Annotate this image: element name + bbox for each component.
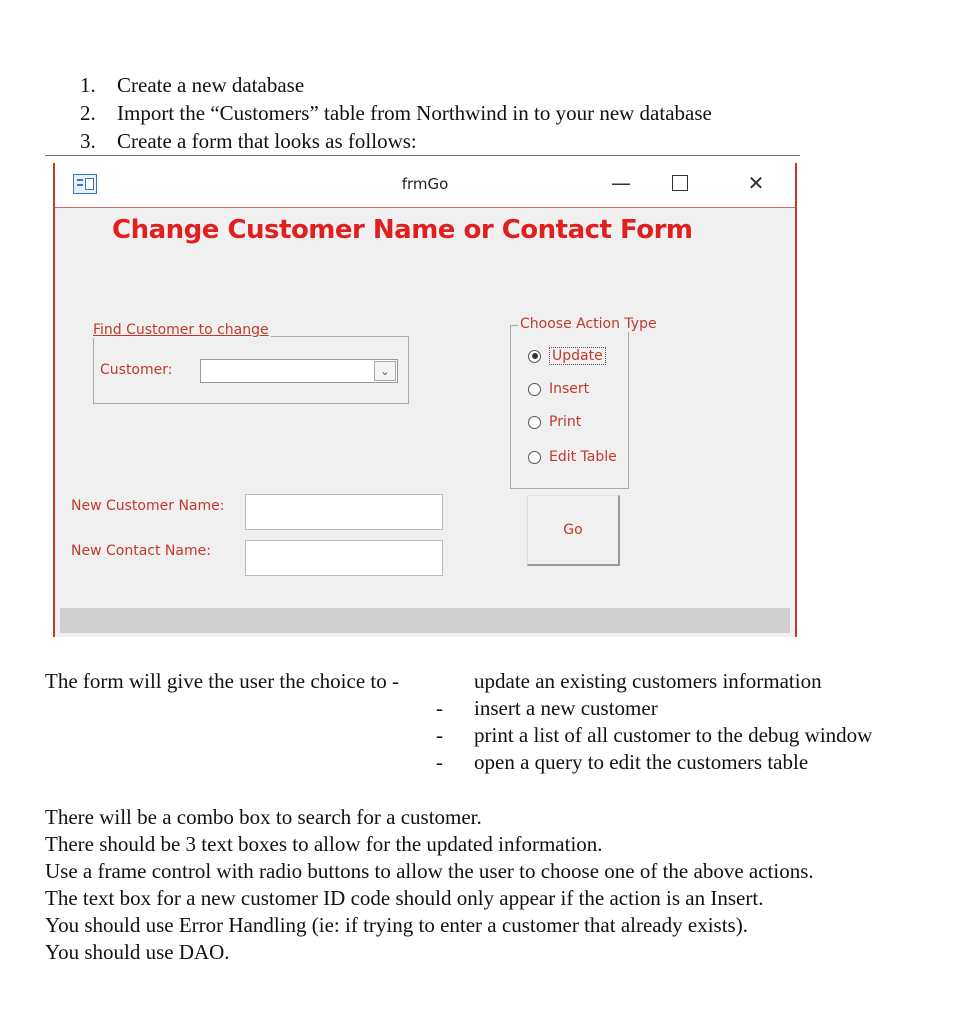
step-item (80, 72, 712, 100)
maximize-icon[interactable] (672, 175, 688, 191)
step-text: Create a new database (117, 73, 305, 97)
list-dash: - (436, 750, 443, 774)
radio-unselected-icon[interactable] (528, 416, 541, 429)
list-dash: - (436, 696, 443, 720)
list-text: update an existing customers information (474, 669, 822, 693)
list-item (436, 695, 872, 722)
find-customer-caption: Find Customer to change (93, 322, 269, 338)
step-item (80, 100, 712, 128)
list-item (436, 668, 872, 695)
step-item (80, 128, 712, 156)
requirement-line: You should use DAO. (45, 940, 230, 964)
step-text: Import the “Customers” table from Northwind in to your new database (117, 101, 712, 125)
new-contact-label: New Contact Name: (71, 543, 211, 559)
step-number: 2. (80, 101, 96, 125)
new-customer-label: New Customer Name: (71, 498, 225, 514)
divider (45, 155, 800, 156)
requirement-line: You should use Error Handling (ie: if trying to enter a customer that already exists). (45, 913, 748, 937)
new-contact-input[interactable] (245, 540, 443, 576)
close-icon[interactable]: ✕ (747, 171, 765, 195)
radio-label: Update (549, 347, 606, 365)
radio-update[interactable] (528, 347, 606, 365)
step-number: 3. (80, 129, 96, 153)
list-text: open a query to edit the customers table (474, 750, 809, 774)
step-text: Create a form that looks as follows: (117, 129, 417, 153)
requirement-line: Use a frame control with radio buttons to allow the user to choose one of the above actions. (45, 859, 814, 883)
new-customer-input[interactable] (245, 494, 443, 530)
instruction-steps (80, 72, 712, 156)
status-bar (60, 608, 790, 633)
radio-label: Insert (549, 381, 590, 397)
requirements-list (45, 804, 814, 966)
radio-label: Edit Table (549, 449, 617, 465)
customer-label: Customer: (100, 362, 173, 378)
list-text: insert a new customer (474, 696, 658, 720)
radio-selected-icon[interactable] (528, 350, 541, 363)
action-type-caption: Choose Action Type (520, 316, 657, 332)
requirement-line: The text box for a new customer ID code should only appear if the action is an Insert. (45, 886, 764, 910)
radio-unselected-icon[interactable] (528, 383, 541, 396)
window-title: frmGo (401, 175, 449, 193)
radio-edit-table[interactable] (528, 449, 617, 465)
chevron-down-icon[interactable]: ⌄ (374, 361, 396, 381)
go-button[interactable]: Go (527, 495, 620, 566)
list-dash (436, 668, 474, 695)
radio-insert[interactable] (528, 381, 589, 397)
minimize-icon[interactable]: — (611, 171, 631, 195)
list-text: print a list of all customer to the debug window (474, 723, 873, 747)
list-item (436, 749, 872, 776)
list-item (436, 722, 872, 749)
customer-combo-box[interactable] (200, 359, 398, 383)
choice-list (436, 668, 872, 776)
radio-label: Print (549, 414, 582, 430)
form-heading: Change Customer Name or Contact Form (112, 215, 693, 245)
form-window (53, 163, 797, 637)
list-dash: - (436, 723, 443, 747)
requirement-line: There will be a combo box to search for a customer. (45, 805, 482, 829)
choice-lead: The form will give the user the choice to - (45, 669, 399, 693)
step-number: 1. (80, 73, 96, 97)
radio-unselected-icon[interactable] (528, 451, 541, 464)
window-titlebar (55, 163, 795, 208)
requirement-line: There should be 3 text boxes to allow for the updated information. (45, 832, 603, 856)
radio-print[interactable] (528, 414, 581, 430)
